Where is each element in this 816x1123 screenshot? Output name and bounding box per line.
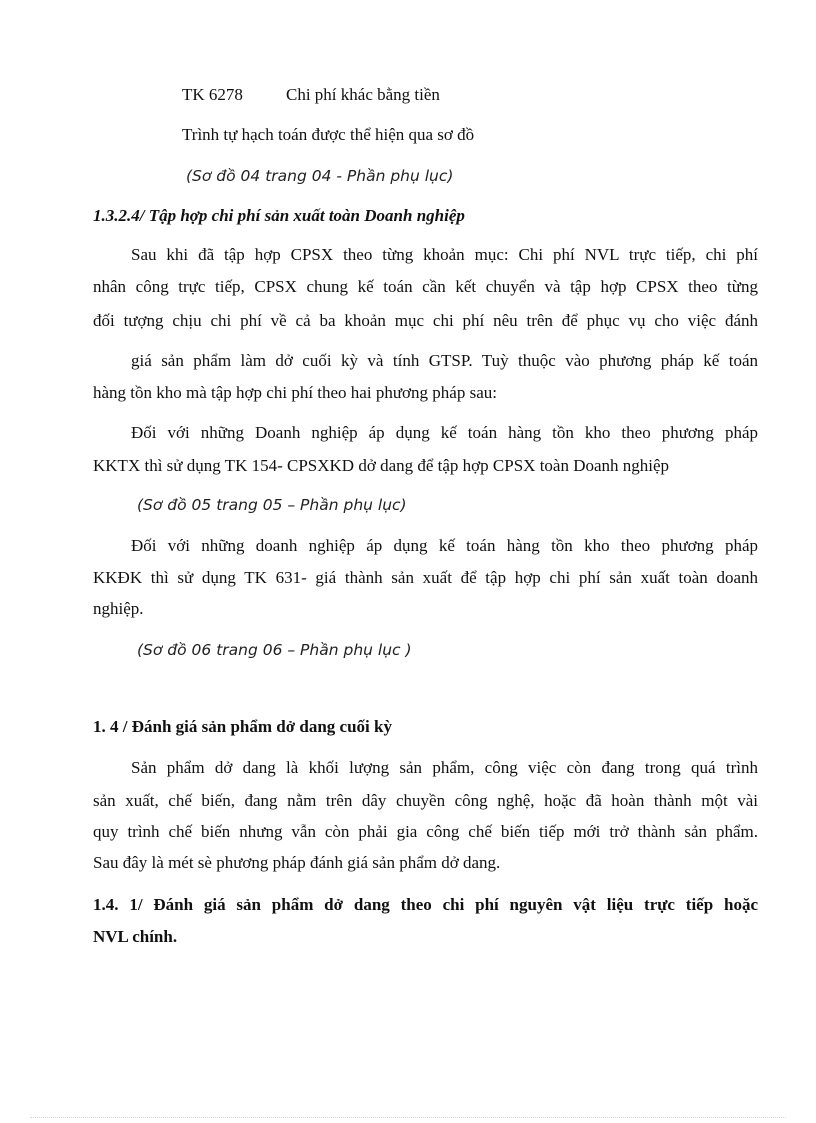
paragraph-line: Sản phẩm dở dang là khối lượng sản phẩm, công việc còn đang trong quá trình <box>131 758 758 777</box>
paragraph-line: Sau khi đã tập hợp CPSX theo từng khoản mục: Chi phí NVL trực tiếp, chi phí <box>131 245 758 264</box>
paragraph-line: Đối với những Doanh nghiệp áp dụng kế toán hàng tồn kho theo phương pháp <box>131 423 758 442</box>
account-name: Chi phí khác bằng tiền <box>286 85 440 104</box>
paragraph-line: hàng tồn kho mà tập hợp chi phí theo hai phương pháp sau: <box>93 383 497 402</box>
paragraph-line: KKĐK thì sử dụng TK 631- giá thành sản xuất để tập hợp chi phí sản xuất toàn doanh <box>93 568 758 587</box>
intro-text: Trình tự hạch toán được thể hiện qua sơ đồ <box>182 125 475 144</box>
page-bottom-divider <box>30 1117 786 1118</box>
paragraph-line: KKTX thì sử dụng TK 154- CPSXKD dở dang để tập hợp CPSX toàn Doanh nghiệp <box>93 456 670 475</box>
diagram-reference: (Sơ đồ 05 trang 05 – Phần phụ lục) <box>137 496 407 514</box>
paragraph-line: Sau đây là mét sè phương pháp đánh giá sản phẩm dở dang. <box>93 853 501 872</box>
paragraph-line: nghiệp. <box>93 599 144 618</box>
account-code: TK 6278 <box>182 85 243 104</box>
paragraph-line: sản xuất, chế biến, đang nằm trên dây chuyền công nghệ, hoặc đã hoàn thành một vài <box>93 791 758 810</box>
paragraph-line: quy trình chế biến nhưng vẫn còn phải gia công chế biến tiếp mới trở thành sản phẩm. <box>93 822 758 841</box>
paragraph-line: Đối với những doanh nghiệp áp dụng kế toán hàng tồn kho theo phương pháp <box>131 536 758 555</box>
section-heading: 1.4. 1/ Đánh giá sản phẩm dở dang theo chi phí nguyên vật liệu trực tiếp hoặc <box>93 895 758 914</box>
paragraph-line: nhân công trực tiếp, CPSX chung kế toán cần kết chuyển và tập hợp CPSX theo từng <box>93 277 758 296</box>
section-heading: 1.3.2.4/ Tập hợp chi phí sản xuất toàn Doanh nghiệp <box>93 206 465 225</box>
diagram-reference: (Sơ đồ 04 trang 04 - Phần phụ lục) <box>186 167 454 185</box>
paragraph-line: giá sản phẩm làm dở cuối kỳ và tính GTSP. Tuỳ thuộc vào phương pháp kế toán <box>131 351 758 370</box>
section-heading: NVL chính. <box>93 927 178 946</box>
section-heading: 1. 4 / Đánh giá sản phẩm dở dang cuối kỳ <box>93 717 392 736</box>
paragraph-line: đối tượng chịu chi phí về cả ba khoản mục chi phí nêu trên để phục vụ cho việc đánh <box>93 311 758 330</box>
diagram-reference: (Sơ đồ 06 trang 06 – Phần phụ lục ) <box>137 641 412 659</box>
account-line <box>182 84 440 106</box>
